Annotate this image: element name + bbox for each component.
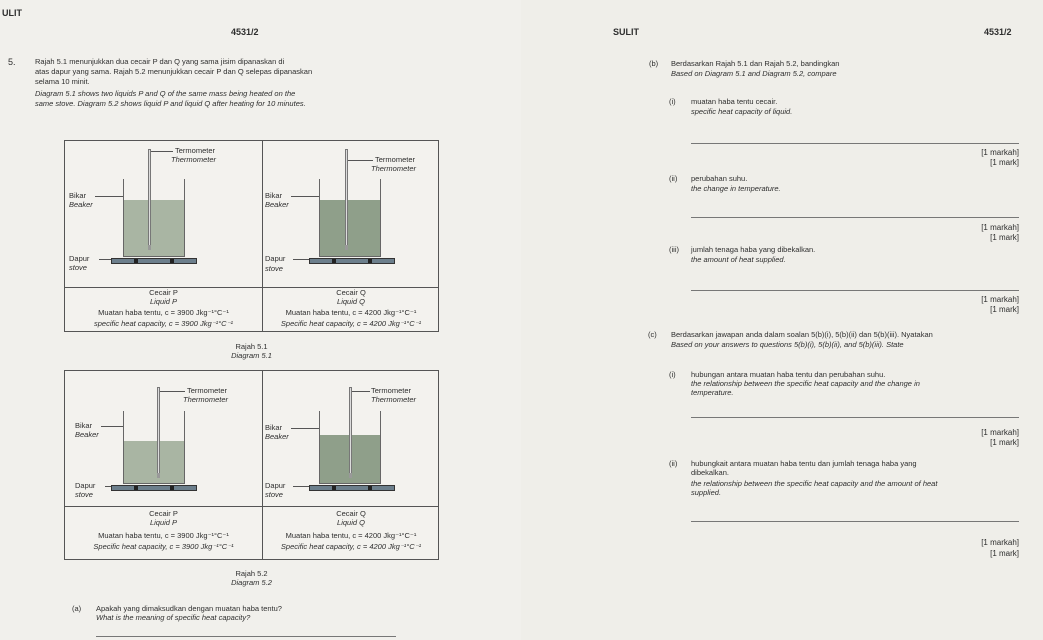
thermometer-bulb xyxy=(349,473,352,478)
termometer-label: Termometer xyxy=(187,386,228,395)
beaker-label: Beaker xyxy=(75,430,99,439)
thermometer-leader xyxy=(149,151,173,152)
beaker-leader xyxy=(101,426,123,427)
stove-knob xyxy=(332,259,336,263)
question-number: 5. xyxy=(8,57,16,67)
qb-iii-malay: jumlah tenaga haba yang dibekalkan. xyxy=(691,245,816,254)
qc-malay: Berdasarkan jawapan anda dalam soalan 5(b)(i), 5(b)(ii) dan 5(b)(iii). Nyatakan xyxy=(671,330,933,339)
qc-ii-english-1: the relationship between the specific heat capacity and the amount of heat xyxy=(691,479,938,488)
termometer-label: Termometer xyxy=(371,386,412,395)
qc-ii-malay-1: hubungkait antara muatan haba tentu dan jumlah tenaga haba yang xyxy=(691,459,917,468)
rajah-5-1: Rajah 5.1 xyxy=(235,342,268,351)
answer-line-c-i[interactable] xyxy=(691,417,1019,418)
thermometer-bulb xyxy=(157,473,160,478)
qb-ii-label: (ii) xyxy=(669,174,678,183)
thermometer-leader xyxy=(348,160,373,161)
right-page xyxy=(521,0,1043,640)
stove-knob xyxy=(134,486,138,490)
mark-malay: [1 markah] xyxy=(981,295,1019,304)
left-page xyxy=(0,0,521,640)
cecair-q-label: Cecair Q xyxy=(336,509,366,518)
mark-malay: [1 markah] xyxy=(981,148,1019,157)
mark-malay: [1 markah] xyxy=(981,538,1019,547)
shc-q-label: Specific heat capacity, c = 4200 Jkg⁻¹°C⁻¹ xyxy=(280,542,422,551)
stove-knob xyxy=(368,259,372,263)
diagram-5-2 xyxy=(64,370,439,560)
rajah-5-2: Rajah 5.2 xyxy=(235,569,268,578)
mark-english: [1 mark] xyxy=(990,158,1019,167)
bikar-label: Bikar xyxy=(265,191,283,200)
cecair-q-label: Cecair Q xyxy=(336,288,366,297)
shc-p-label: specific heat capacity, c = 3900 Jkg⁻¹°C⁻¹ xyxy=(94,319,233,328)
q5-malay-2: atas dapur yang sama. Rajah 5.2 menunjukkan cecair P dan Q selepas dipanaskan xyxy=(35,67,313,76)
thermometer-leader xyxy=(159,391,185,392)
muatan-q-label: Muatan haba tentu, c = 4200 Jkg⁻¹°C⁻¹ xyxy=(285,308,417,317)
termometer-label: Termometer xyxy=(375,155,416,164)
stove-knob xyxy=(170,259,174,263)
header-left: ULIT xyxy=(2,8,22,18)
qb-malay: Berdasarkan Rajah 5.1 dan Rajah 5.2, bandingkan xyxy=(671,59,840,68)
stove-knob xyxy=(332,486,336,490)
answer-line-c-ii[interactable] xyxy=(691,521,1019,522)
thermometer-bulb xyxy=(148,245,151,250)
qb-english: Based on Diagram 5.1 and Diagram 5.2, compare xyxy=(671,69,837,78)
termometer-label: Termometer xyxy=(175,146,216,155)
qa-label: (a) xyxy=(72,604,82,613)
stove-label: stove xyxy=(265,490,283,499)
q5-english-1: Diagram 5.1 shows two liquids P and Q of the same mass being heated on the xyxy=(35,89,296,98)
qc-label: (c) xyxy=(648,330,657,339)
qc-ii-label: (ii) xyxy=(669,459,678,468)
liquid-q xyxy=(320,200,380,256)
thermometer-p xyxy=(157,387,160,477)
cecair-p-label: Cecair P xyxy=(149,288,178,297)
dapur-label: Dapur xyxy=(265,254,286,263)
label-row-divider xyxy=(65,506,438,507)
beaker-leader xyxy=(291,428,319,429)
mark-english: [1 mark] xyxy=(990,438,1019,447)
qb-label: (b) xyxy=(649,59,659,68)
dapur-label: Dapur xyxy=(69,254,90,263)
beaker-label: Beaker xyxy=(265,200,289,209)
diagram-5-1-caption: Diagram 5.1 xyxy=(231,351,272,360)
stove-p xyxy=(111,258,197,264)
mark-malay: [1 markah] xyxy=(981,223,1019,232)
stove-knob xyxy=(134,259,138,263)
thermometer-label: Thermometer xyxy=(371,164,417,173)
liquid-q-label: Liquid Q xyxy=(337,297,365,306)
qa-malay: Apakah yang dimaksudkan dengan muatan haba tentu? xyxy=(96,604,282,613)
stove-label: stove xyxy=(75,490,93,499)
beaker-p xyxy=(123,179,185,257)
q5-malay-1: Rajah 5.1 menunjukkan dua cecair P dan Q yang sama jisim dipanaskan di xyxy=(35,57,285,66)
thermometer-label: Thermometer xyxy=(183,395,229,404)
beaker-label: Beaker xyxy=(265,432,289,441)
qc-i-english-2: temperature. xyxy=(691,388,734,397)
stove-q xyxy=(309,258,395,264)
stove-q xyxy=(309,485,395,491)
bikar-label: Bikar xyxy=(75,421,93,430)
shc-p-label: Specific heat capacity, c = 3900 Jkg⁻¹°C⁻¹ xyxy=(93,542,234,551)
stove-knob xyxy=(368,486,372,490)
stove-label: stove xyxy=(265,264,283,273)
beaker-p xyxy=(123,411,185,484)
qc-ii-malay-2: dibekalkan. xyxy=(691,468,729,477)
header-code: 4531/2 xyxy=(984,27,1012,37)
liquid-p-label: Liquid P xyxy=(149,518,178,527)
liquid-p xyxy=(124,441,184,483)
mark-english: [1 mark] xyxy=(990,549,1019,558)
q5-english-2: same stove. Diagram 5.2 shows liquid P and liquid Q after heating for 10 minutes. xyxy=(35,99,306,108)
thermometer-q xyxy=(349,387,352,477)
qc-i-malay: hubungan antara muatan haba tentu dan perubahan suhu. xyxy=(691,370,886,379)
dapur-label: Dapur xyxy=(265,481,286,490)
q5-malay-3: selama 10 minit. xyxy=(35,77,90,86)
qc-i-label: (i) xyxy=(669,370,676,379)
bikar-label: Bikar xyxy=(265,423,283,432)
mark-english: [1 mark] xyxy=(990,305,1019,314)
beaker-label: Beaker xyxy=(69,200,93,209)
thermometer-leader xyxy=(350,391,370,392)
beaker-q xyxy=(319,179,381,257)
cecair-p-label: Cecair P xyxy=(149,509,178,518)
liquid-p xyxy=(124,200,184,256)
answer-line-b-iii[interactable] xyxy=(691,290,1019,291)
liquid-q-label: Liquid Q xyxy=(337,518,365,527)
qb-i-label: (i) xyxy=(669,97,676,106)
qc-i-english-1: the relationship between the specific heat capacity and the change in xyxy=(691,379,920,388)
thermometer-p xyxy=(148,149,151,249)
qb-i-english: specific heat capacity of liquid. xyxy=(691,107,793,116)
stove-label: stove xyxy=(69,263,87,272)
thermometer-label: Thermometer xyxy=(171,155,217,164)
mark-malay: [1 markah] xyxy=(981,428,1019,437)
bikar-label: Bikar xyxy=(69,191,87,200)
stove-p xyxy=(111,485,197,491)
qc-english: Based on your answers to questions 5(b)(i), 5(b)(ii), and 5(b)(iii). State xyxy=(671,340,904,349)
answer-line-b-i[interactable] xyxy=(691,143,1019,144)
muatan-p-label: Muatan haba tentu, c = 3900 Jkg⁻¹°C⁻¹ xyxy=(98,531,229,540)
beaker-leader xyxy=(291,196,319,197)
diagram-5-1 xyxy=(64,140,439,332)
answer-line-a[interactable] xyxy=(96,636,396,637)
thermometer-bulb xyxy=(345,245,348,250)
qb-i-malay: muatan haba tentu cecair. xyxy=(691,97,778,106)
diagram-5-2-caption: Diagram 5.2 xyxy=(231,578,272,587)
thermometer-label: Thermometer xyxy=(371,395,417,404)
muatan-q-label: Muatan haba tentu, c = 4200 Jkg⁻¹°C⁻¹ xyxy=(285,531,417,540)
qa-english: What is the meaning of specific heat capacity? xyxy=(96,613,251,622)
header-code: 4531/2 xyxy=(231,27,259,37)
qc-ii-english-2: supplied. xyxy=(691,488,722,497)
shc-q-label: Specific heat capacity, c = 4200 Jkg⁻¹°C⁻¹ xyxy=(280,319,422,328)
qb-ii-malay: perubahan suhu. xyxy=(691,174,748,183)
muatan-p-label: Muatan haba tentu, c = 3900 Jkg⁻¹°C⁻¹ xyxy=(98,308,229,317)
mark-english: [1 mark] xyxy=(990,233,1019,242)
qb-iii-label: (iii) xyxy=(669,245,679,254)
header-left: SULIT xyxy=(613,27,639,37)
stove-knob xyxy=(170,486,174,490)
dapur-label: Dapur xyxy=(75,481,96,490)
answer-line-b-ii[interactable] xyxy=(691,217,1019,218)
beaker-leader xyxy=(95,196,123,197)
liquid-p-label: Liquid P xyxy=(149,297,178,306)
qb-ii-english: the change in temperature. xyxy=(691,184,781,193)
thermometer-q xyxy=(345,149,348,249)
qb-iii-english: the amount of heat supplied. xyxy=(691,255,786,264)
